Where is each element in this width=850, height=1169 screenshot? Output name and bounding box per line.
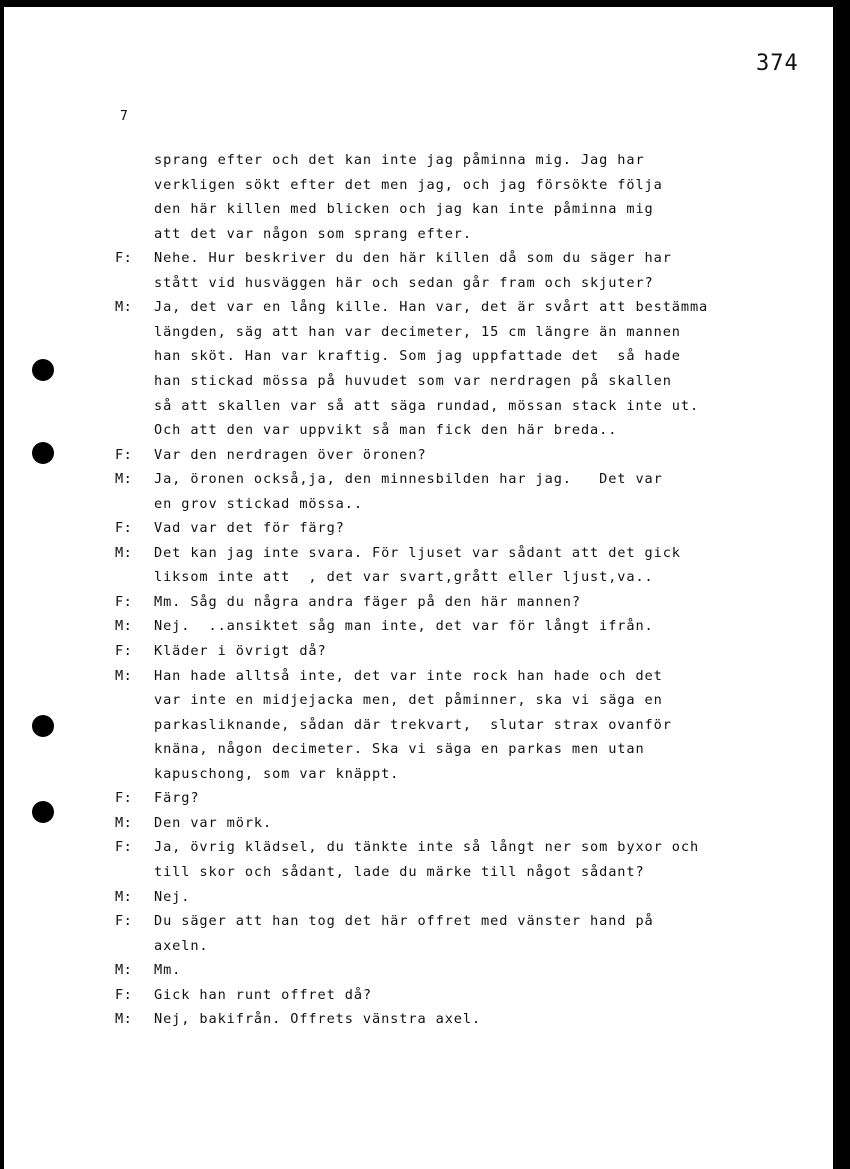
dialogue-line: axeln. [154,937,209,954]
dialogue-line: Det kan jag inte svara. För ljuset var sådant att det gick [154,544,681,561]
speaker-label: F: [115,913,133,930]
punch-hole-2 [32,442,54,464]
dialogue-line: knäna, någon decimeter. Ska vi säga en parkas men utan [154,741,645,758]
speaker-label: M: [115,888,133,905]
dialogue-line: en grov stickad mössa.. [154,495,363,512]
speaker-label: M: [115,667,133,684]
dialogue-line: så att skallen var så att säga rundad, mössan stack inte ut. [154,397,700,414]
speaker-label: F: [115,839,133,856]
speaker-label: F: [115,250,133,267]
dialogue-line: Nej, bakifrån. Offrets vänstra axel. [154,1011,482,1028]
dialogue-line: Ja, övrig klädsel, du tänkte inte så långt ner som byxor och [154,839,700,856]
dialogue-line: han stickad mössa på huvudet som var nerdragen på skallen [154,372,672,389]
dialogue-line: Den var mörk. [154,814,273,831]
dialogue-line: Var den nerdragen över öronen? [154,446,427,463]
dialogue-line: liksom inte att , det var svart,grått eller ljust,va.. [154,569,654,586]
speaker-label: M: [115,814,133,831]
dialogue-line: Vad var det för färg? [154,520,345,537]
dialogue-line: stått vid husväggen här och sedan går fram och skjuter? [154,274,654,291]
dialogue-line: Mm. Såg du några andra fäger på den här mannen? [154,593,581,610]
dialogue-line: Nej. ..ansiktet såg man inte, det var för långt ifrån. [154,618,654,635]
dialogue-line: Nej. [154,888,191,905]
speaker-label: F: [115,520,133,537]
punch-hole-1 [32,359,54,381]
dialogue-line: var inte en midjejacka men, det påminner, ska vi säga en [154,692,663,709]
dialogue-line: Mm. [154,962,182,979]
speaker-label: F: [115,986,133,1003]
continuation-line: att det var någon som sprang efter. [154,225,472,242]
dialogue-line: Han hade alltså inte, det var inte rock han hade och det [154,667,663,684]
dialogue-line: kapuschong, som var knäppt. [154,765,400,782]
continuation-line: sprang efter och det kan inte jag påminna mig. Jag har [154,152,645,168]
dialogue-line: Ja, det var en lång kille. Han var, det är svårt att bestämma [154,299,709,316]
speaker-label: F: [115,643,133,659]
dialogue-line: Ja, öronen också,ja, den minnesbilden har jag. Det var [154,471,663,488]
speaker-label: F: [115,446,133,463]
speaker-label: F: [115,593,133,610]
transcript-page [4,7,833,1169]
dialogue-line: Färg? [154,790,200,807]
speaker-label: M: [115,1011,133,1028]
speaker-label: F: [115,790,133,807]
speaker-label: M: [115,544,133,561]
dialogue-line: Gick han runt offret då? [154,986,373,1003]
dialogue-line: Kläder i övrigt då? [154,643,327,659]
section-number: 7 [120,109,128,124]
dialogue-line: Nehe. Hur beskriver du den här killen då som du säger har [154,250,672,267]
speaker-label: M: [115,471,133,488]
dialogue-line: längden, säg att han var decimeter, 15 cm längre än mannen [154,323,681,340]
dialogue-line: Och att den var uppvikt så man fick den här breda.. [154,422,618,439]
punch-hole-4 [32,801,54,823]
punch-hole-3 [32,715,54,737]
dialogue-line: Du säger att han tog det här offret med vänster hand på [154,913,654,930]
speaker-label: M: [115,962,133,979]
page-number: 374 [756,51,799,76]
speaker-label: M: [115,299,133,316]
continuation-line: verkligen sökt efter det men jag, och jag försökte följa [154,176,663,193]
dialogue-line: parkasliknande, sådan där trekvart, slutar strax ovanför [154,716,672,733]
speaker-label: M: [115,618,133,635]
dialogue-line: till skor och sådant, lade du märke till något sådant? [154,863,645,880]
continuation-line: den här killen med blicken och jag kan inte påminna mig [154,201,654,218]
dialogue-line: han sköt. Han var kraftig. Som jag uppfattade det så hade [154,348,681,365]
